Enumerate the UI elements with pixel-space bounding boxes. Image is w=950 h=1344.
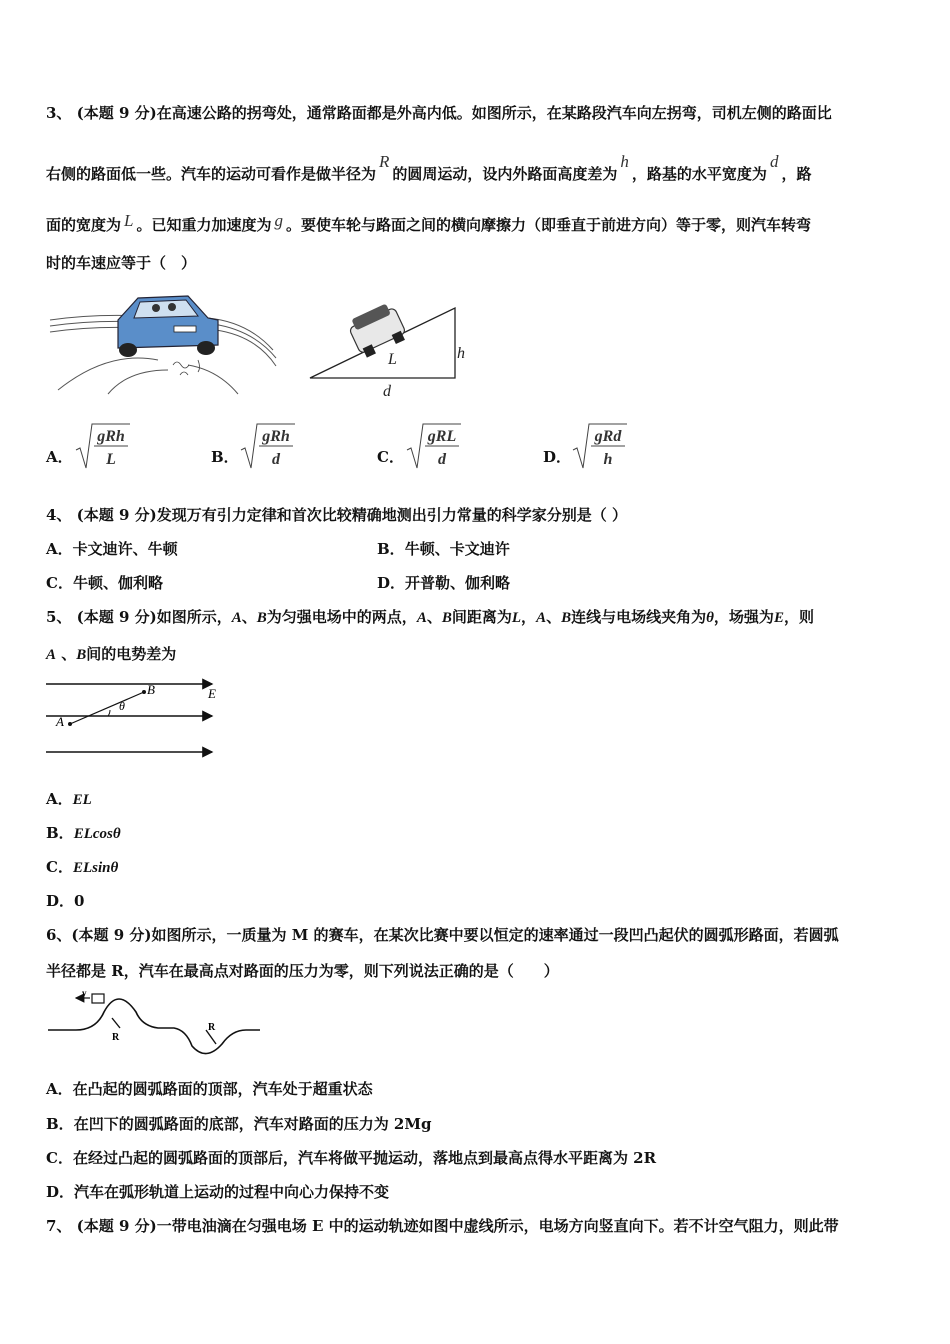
denominator: h xyxy=(603,451,613,468)
q5-option-b[interactable]: B．ELcosθ xyxy=(46,824,121,842)
exam-page: 3、 (本题 9 分)在高速公路的拐弯处，通常路面都是外高内低。如图所示，在某路段汽车向左拐弯，司机左侧的路面比 右侧的路面低一些。汽车的运动可看作是做半径为R的圆周运动，设内外路面高度差为h，路基的水平宽度为d，路 面的宽度为 L 。已知重力加速度为 g 。要使车轮与路面之间的横向摩擦力（即垂直于前进方向）等于零，则汽车转弯 时的车速应等于（ ） L h d A． gRh L B． gRh d C． gRL d D． gRd h 4、 (本题 9 分)发现万有引力定律和首次比较精确地测出引力常量的科学家分别是（ ） A．卡文迪许、牛顿 B．牛顿、卡文迪许 C．牛顿、伽利略 D．开普勒、伽利略 5、 (本题 9 分)如图所示，A、B为匀强电场中的两点，A、B间距离为L，A、B连线与电场线夹角为θ，场强为E，则 A 、B间的电势差为 B E A θ A．EL B．ELcosθ C．ELsinθ D．0 6、(本题 9 分)如图所示，一质量为 M 的赛车，在某次比赛中要以恒定的速率通过一段凹凸起伏的圆弧形路面，若圆弧 半径都是 R，汽车在最高点对路面的压力为零，则下列说法正确的是（ ） v R R A．在凸起的圆弧路面的顶部，汽车处于超重状态 B．在凹下的圆弧路面的底部，汽车对路面的压力为 2Mg C．在经过凸起的圆弧路面的顶部后，汽车将做平抛运动，落地点到最高点得水平距离为 2R D．汽车在弧形轨道上运动的过程中向心力保持不变 7、 (本题 9 分)一带电油滴在匀强电场 E 中的运动轨迹如图中虚线所示，电场方向竖直向下。若不计空气阻力，则此带 xyxy=(46,104,839,1235)
var-R: R xyxy=(379,152,390,171)
q4-option-c[interactable]: C．牛顿、伽利略 xyxy=(46,574,163,592)
label-a: A xyxy=(56,714,64,729)
label-b: B xyxy=(147,682,155,697)
var-h: h xyxy=(620,152,629,171)
q6-line1: 6、(本题 9 分)如图所示，一质量为 M 的赛车，在某次比赛中要以恒定的速率通过一段凹凸起伏的圆弧形路面，若圆弧 xyxy=(46,926,839,944)
var-g: g xyxy=(274,211,283,230)
var-d: d xyxy=(769,152,779,171)
point-a xyxy=(68,722,72,726)
radical-fraction xyxy=(74,420,134,472)
q4-option-b[interactable]: B．牛顿、卡文迪许 xyxy=(377,540,510,558)
radical-fraction xyxy=(239,420,299,472)
incline-label-L: L xyxy=(388,351,397,368)
denominator: L xyxy=(106,451,116,468)
q6-option-d[interactable]: D．汽车在弧形轨道上运动的过程中向心力保持不变 xyxy=(46,1183,390,1201)
numerator: gRh xyxy=(262,428,290,445)
var-L: L xyxy=(124,211,134,230)
q5-line2: A 、B间的电势差为 xyxy=(46,645,177,663)
numerator: gRL xyxy=(427,428,457,445)
radical-fraction xyxy=(405,420,465,472)
q6-line2: 半径都是 R，汽车在最高点对路面的压力为零，则下列说法正确的是（ ） xyxy=(46,962,559,980)
q6-option-b[interactable]: B．在凹下的圆弧路面的底部，汽车对路面的压力为 2Mg xyxy=(46,1115,432,1133)
car-icon xyxy=(118,296,218,357)
q5-option-c[interactable]: C．ELsinθ xyxy=(46,858,119,876)
q5-line1: 5、 (本题 9 分)如图所示，A、B为匀强电场中的两点，A、B间距离为L，A、B连线与电场线夹角为θ，场强为E，则 xyxy=(46,608,814,626)
q6-option-a[interactable]: A．在凸起的圆弧路面的顶部，汽车处于超重状态 xyxy=(46,1080,373,1098)
label-theta: θ xyxy=(119,699,125,713)
incline-label-h: h xyxy=(457,345,465,362)
radical-fraction xyxy=(571,420,631,472)
label-r1: R xyxy=(112,1032,120,1043)
q5-option-d[interactable]: D．0 xyxy=(46,892,85,910)
car-icon xyxy=(92,994,104,1003)
car-turning-illustration xyxy=(48,290,278,400)
numerator: gRd xyxy=(594,428,622,445)
denominator: d xyxy=(272,451,280,468)
bumpy-road-diagram xyxy=(46,990,262,1062)
electric-field-diagram xyxy=(44,676,224,762)
point-b xyxy=(142,690,146,694)
incline-label-d: d xyxy=(383,383,391,400)
car-icon xyxy=(346,301,409,359)
label-r2: R xyxy=(208,1022,216,1033)
label-e: E xyxy=(208,686,216,701)
q4-option-a[interactable]: A．卡文迪许、牛顿 xyxy=(46,540,178,558)
q4-stem: 4、 (本题 9 分)发现万有引力定律和首次比较精确地测出引力常量的科学家分别是（ ） xyxy=(46,506,627,524)
denominator: d xyxy=(438,451,446,468)
q3-line3: 面的宽度为 L 。已知重力加速度为 g 。要使车轮与路面之间的横向摩擦力（即垂直于前进方向）等于零，则汽车转弯 xyxy=(46,211,812,234)
q3-line1: 3、 (本题 9 分)在高速公路的拐弯处，通常路面都是外高内低。如图所示，在某路段汽车向左拐弯，司机左侧的路面比 xyxy=(46,104,832,122)
q7-line1: 7、 (本题 9 分)一带电油滴在匀强电场 E 中的运动轨迹如图中虚线所示，电场方向竖直向下。若不计空气阻力，则此带 xyxy=(46,1217,839,1235)
road-curve xyxy=(48,999,260,1054)
q4-option-d[interactable]: D．开普勒、伽利略 xyxy=(377,574,511,592)
q5-option-a[interactable]: A．EL xyxy=(46,790,92,808)
incline-diagram xyxy=(305,296,475,402)
segment-ab xyxy=(70,692,144,724)
q6-option-c[interactable]: C．在经过凸起的圆弧路面的顶部后，汽车将做平抛运动，落地点到最高点得水平距离为 2R xyxy=(46,1149,657,1167)
numerator: gRh xyxy=(97,428,125,445)
label-v: v xyxy=(82,990,87,998)
q3-line4: 时的车速应等于（ ） xyxy=(46,254,197,272)
q3-line2: 右侧的路面低一些。汽车的运动可看作是做半径为R的圆周运动，设内外路面高度差为h，路基的水平宽度为d，路 xyxy=(46,152,812,183)
